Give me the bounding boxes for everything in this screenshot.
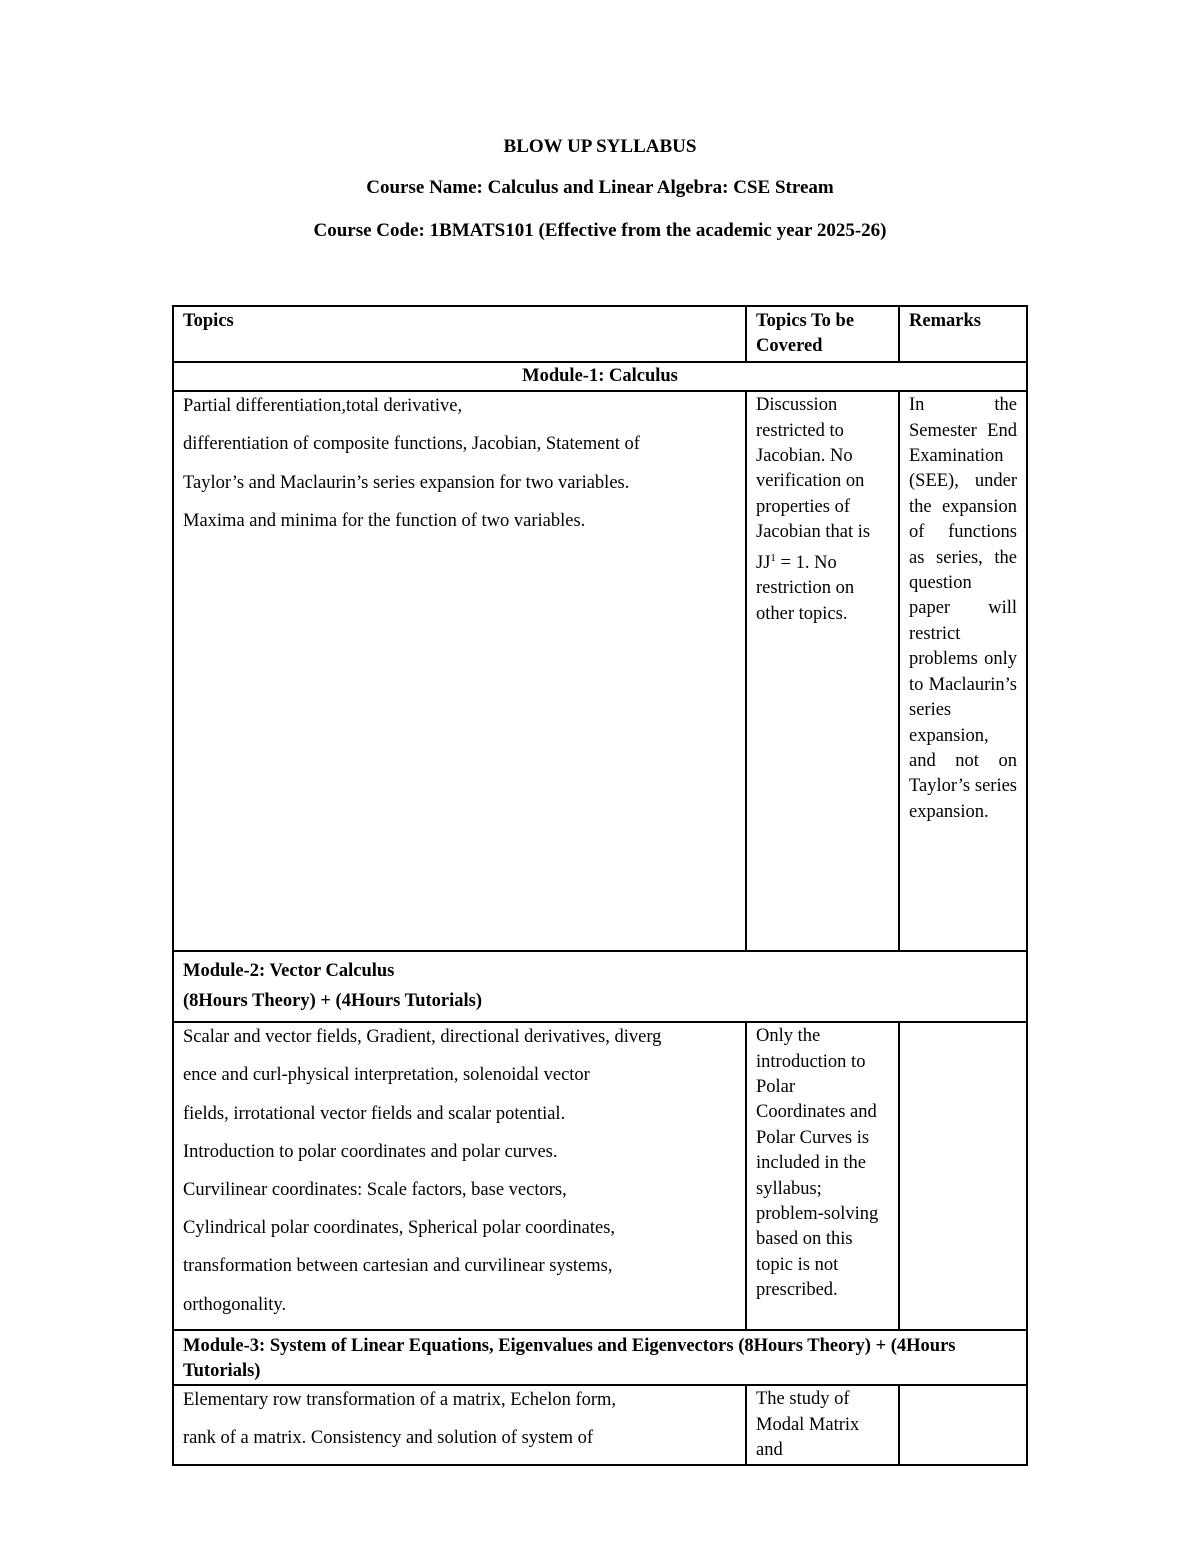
syllabus-table — [172, 305, 1028, 1466]
module-1-topic-line: Taylor’s and Maclaurin’s series expansion for two variables. — [183, 472, 630, 493]
module-1-jj-label: JJ — [756, 552, 771, 573]
course-name: Course Name: Calculus and Linear Algebra: CSE Stream — [366, 177, 834, 198]
module-2-remarks — [899, 1022, 1027, 1330]
module-2-topic-line: Cylindrical polar coordinates, Spherical polar coordinates, — [183, 1218, 616, 1239]
module-2-topic-line: Curvilinear coordinates: Scale factors, base vectors, — [183, 1180, 567, 1201]
module-1-covered — [746, 391, 899, 951]
table-header-row — [173, 306, 1027, 362]
module-1-covered-text: Discussion restricted to Jacobian. No verification on properties of Jacobian that is — [756, 395, 871, 543]
module-2-topic-line: transformation between cartesian and curvilinear systems, — [183, 1256, 613, 1277]
header-remarks: Remarks — [899, 306, 1027, 362]
module-1-topic-line: Partial differentiation,total derivative, — [183, 396, 463, 417]
course-code: Course Code: 1BMATS101 (Effective from the academic year 2025-26) — [313, 220, 887, 241]
module-1-superscript: 1 — [770, 551, 776, 564]
module-3-content-row — [173, 1385, 1027, 1465]
module-3-topic-line: rank of a matrix. Consistency and solution of system of — [183, 1428, 594, 1449]
module-2-topic-line: ence and curl-physical interpretation, solenoidal vector — [183, 1065, 590, 1086]
module-2-topic-line: orthogonality. — [183, 1294, 287, 1315]
module-1-topic-line: Maxima and minima for the function of two variables. — [183, 510, 586, 531]
module-1-topics — [173, 391, 746, 951]
module-1-title: Module-1: Calculus — [173, 362, 1027, 391]
module-2-heading — [173, 951, 1027, 1022]
module-2-heading-row — [173, 951, 1027, 1022]
header-topics: Topics — [173, 306, 746, 362]
module-1-content-row — [173, 391, 1027, 951]
module-2-topic-line: Introduction to polar coordinates and polar curves. — [183, 1141, 558, 1162]
module-2-title: Module-2: Vector Calculus — [183, 961, 395, 982]
document-title: BLOW UP SYLLABUS — [503, 136, 697, 157]
module-3-topics — [173, 1385, 746, 1465]
module-2-covered: Only the introduction to Polar Coordinates and Polar Curves is included in the syllabus; problem-solving based on this topic is not prescribed. — [746, 1022, 899, 1330]
module-1-remarks: In the Semester End Examination (SEE), under the expansion of functions as series, the question paper will restrict problems only to Maclaurin’s series expansion, and not on Taylor’s series expansion. — [899, 391, 1027, 951]
module-3-topic-line: Elementary row transformation of a matrix, Echelon form, — [183, 1390, 617, 1411]
module-2-topic-line: fields, irrotational vector fields and scalar potential. — [183, 1103, 566, 1124]
module-1-topic-line: differentiation of composite functions, Jacobian, Statement of — [183, 434, 640, 455]
module-2-topic-line: Scalar and vector fields, Gradient, directional derivatives, diverg — [183, 1027, 662, 1048]
module-2-content-row — [173, 1022, 1027, 1330]
module-2-topics — [173, 1022, 746, 1330]
module-3-title: Module-3: System of Linear Equations, Eigenvalues and Eigenvectors (8Hours Theory) + (4Hours Tutorials) — [173, 1330, 1027, 1385]
module-2-hours: (8Hours Theory) + (4Hours Tutorials) — [183, 991, 483, 1012]
module-3-heading-row — [173, 1330, 1027, 1385]
module-3-remarks — [899, 1385, 1027, 1465]
module-3-covered: The study of Modal Matrix and — [746, 1385, 899, 1465]
header-topics-covered: Topics To be Covered — [746, 306, 899, 362]
module-1-covered-text-2: = 1. No restriction on other topics. — [756, 552, 855, 624]
